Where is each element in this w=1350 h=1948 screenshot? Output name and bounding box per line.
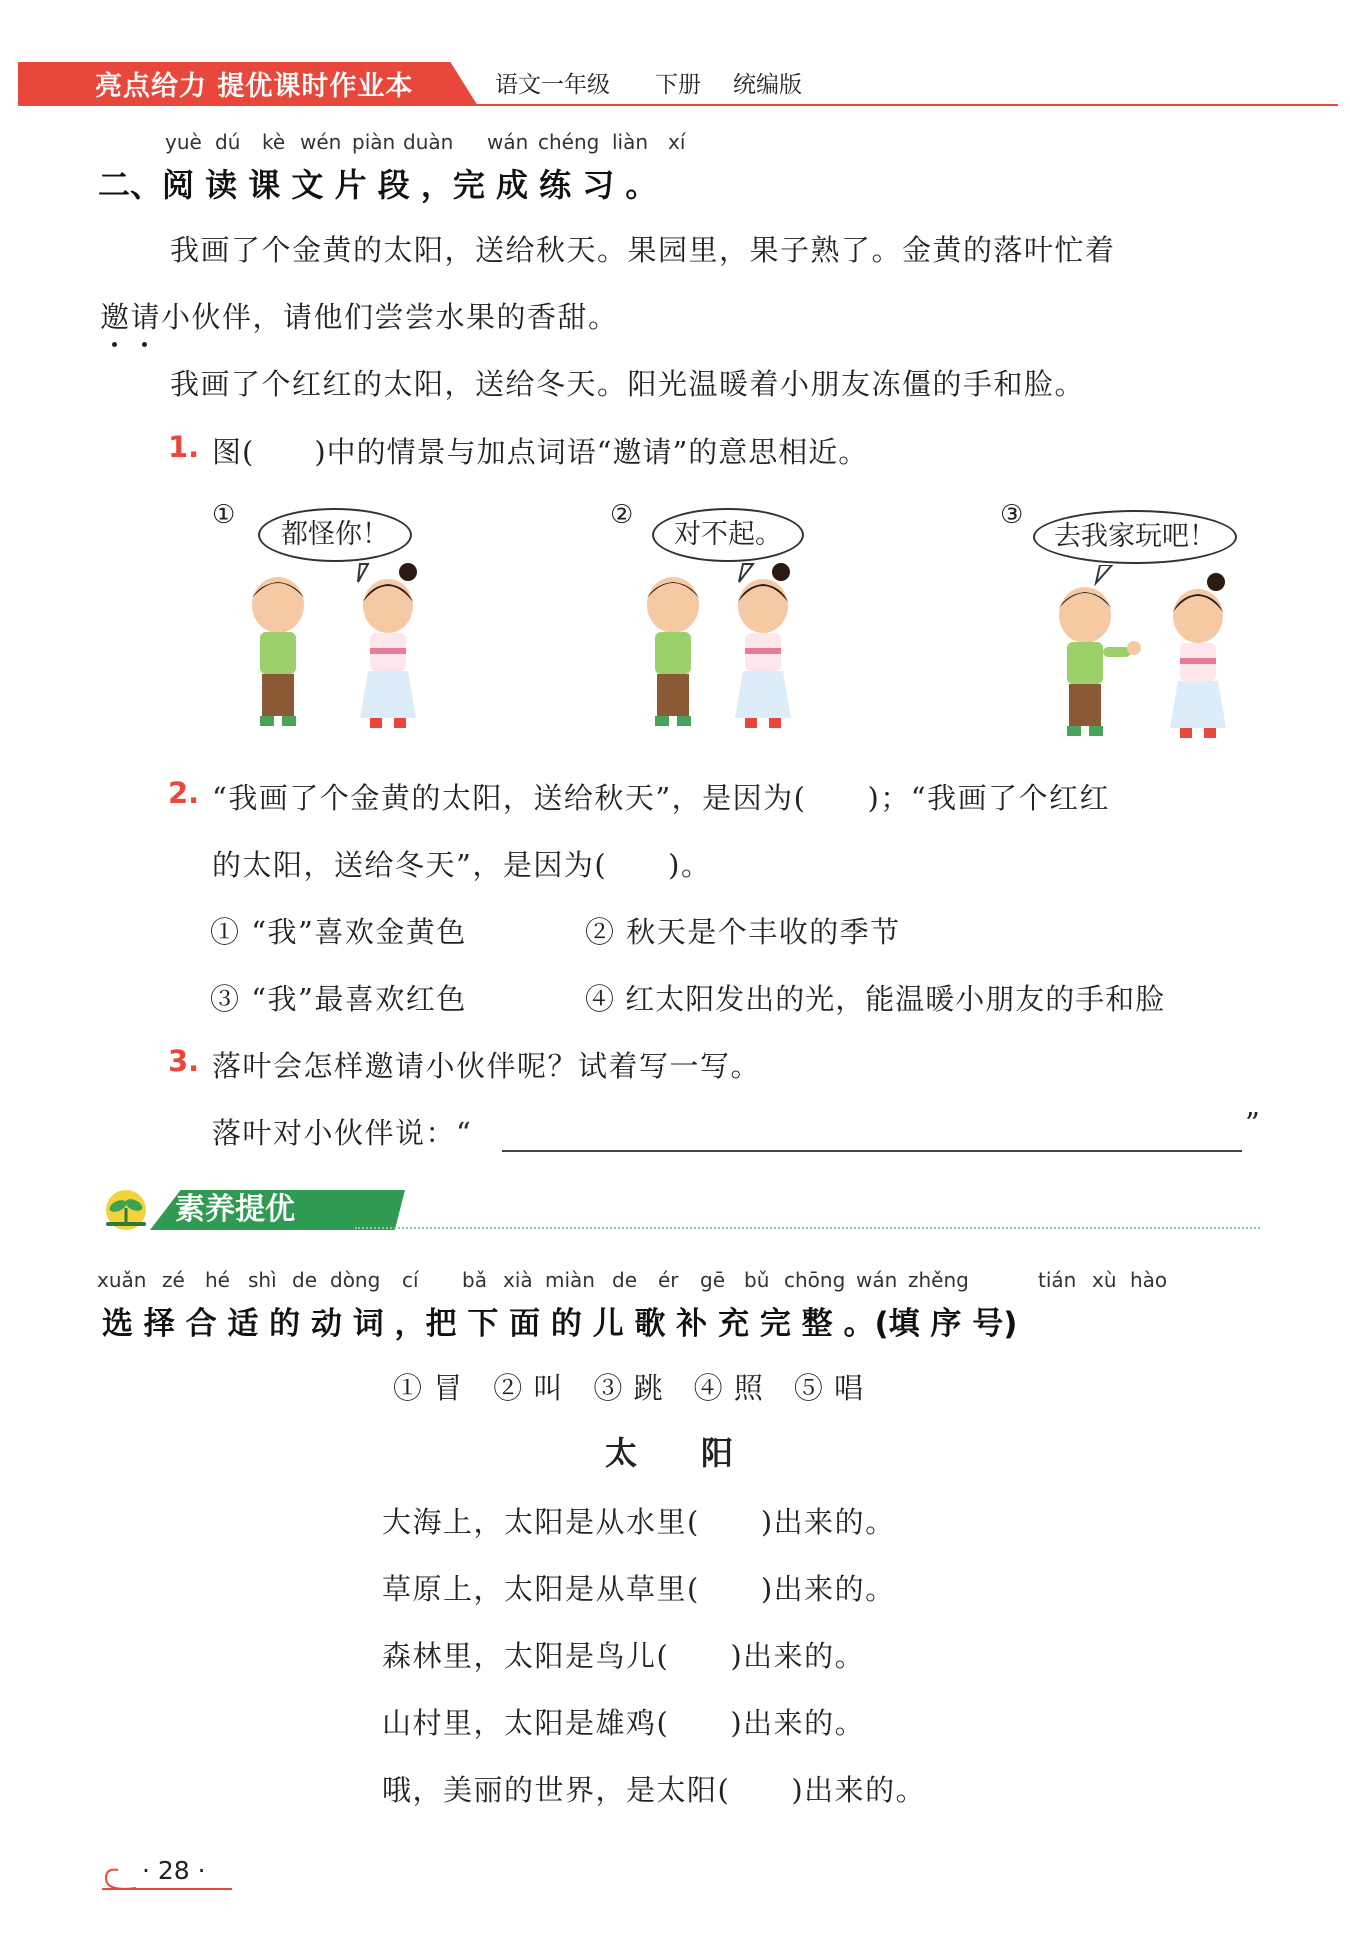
pinyin-hao: hào (1130, 1268, 1168, 1292)
picture-3-kids-illustration (1040, 565, 1250, 755)
book-brand: 亮点给力 提优课时作业本 (95, 71, 414, 102)
pinyin-ci: cí (402, 1268, 419, 1292)
verb-choices: ① 冒 ② 叫 ③ 跳 ④ 照 ⑤ 唱 (393, 1371, 865, 1405)
picture-2-bubble: 对不起。 (652, 508, 804, 562)
pinyin-wen: wén (300, 130, 342, 154)
question-3-text: 落叶会怎样邀请小伙伴呢？试着写一写。 (212, 1049, 762, 1083)
pinyin-cheng: chéng (538, 130, 600, 154)
answer-prompt: 落叶对小伙伴说：“ (212, 1116, 473, 1150)
passage-line-2: 邀请 小伙伴，请他们尝尝水果的香甜。 (100, 295, 619, 336)
poem-line-5: 哦，美丽的世界，是太阳( )出来的。 (382, 1773, 927, 1807)
picture-2-number: ② (610, 500, 634, 530)
page-number: · 28 · (142, 1856, 206, 1885)
pinyin-ge: gē (700, 1268, 725, 1292)
pinyin-bu: bǔ (744, 1268, 770, 1292)
question-2-number: 2. (168, 776, 200, 810)
pinyin-xia: xià (503, 1268, 533, 1292)
header-subject: 语文一年级 (495, 72, 610, 98)
answer-line[interactable] (502, 1150, 1242, 1152)
poem-title: 太 阳 (605, 1434, 734, 1472)
picture-1-bubble: 都怪你！ (258, 508, 412, 562)
header-volume: 下册 (655, 72, 701, 98)
passage-line-3: 我画了个红红的太阳，送给冬天。阳光温暖着小朋友冻僵的手和脸。 (170, 367, 1086, 401)
pinyin-yue: yuè (165, 130, 202, 154)
pinyin-chong: chōng (784, 1268, 846, 1292)
passage-line-1: 我画了个金黄的太阳，送给秋天。果园里，果子熟了。金黄的落叶忙着 (170, 233, 1116, 267)
pinyin-dong: dòng (330, 1268, 381, 1292)
pinyin-duan: duàn (403, 130, 454, 154)
pinyin-de-2: de (612, 1268, 637, 1292)
section-title-song: 选 择 合 适 的 动 词 ，把 下 面 的 儿 歌 补 充 完 整 。(填 序 号) (102, 1306, 1018, 1342)
question-1-number: 1. (168, 430, 200, 464)
question-1-text: 图( )中的情景与加点词语“邀请”的意思相近。 (212, 435, 869, 469)
pinyin-er: ér (658, 1268, 679, 1292)
poem-line-2: 草原上，太阳是从草里( )出来的。 (382, 1572, 896, 1606)
emphasized-word: 邀请 (100, 300, 161, 334)
pinyin-ba: bǎ (462, 1268, 487, 1292)
section-title-reading: 二、阅 读 课 文 片 段 ，完 成 练 习 。 (98, 166, 658, 204)
question-2-line-1: “我画了个金黄的太阳，送给秋天”，是因为( )；“我画了个红红 (212, 781, 1111, 815)
pinyin-du: dú (215, 130, 241, 154)
poem-line-3: 森林里，太阳是鸟儿( )出来的。 (382, 1639, 866, 1673)
poem-line-1: 大海上，太阳是从水里( )出来的。 (382, 1505, 896, 1539)
pinyin-shi: shì (248, 1268, 277, 1292)
pinyin-xu: xù (1092, 1268, 1117, 1292)
option-4: ④ 红太阳发出的光，能温暖小朋友的手和脸 (585, 982, 1166, 1016)
sprout-icon (100, 1188, 160, 1232)
picture-3-bubble: 去我家玩吧！ (1033, 510, 1237, 564)
pinyin-xi: xí (668, 130, 686, 154)
option-3: ③ “我”最喜欢红色 (210, 982, 467, 1016)
question-2-line-2: 的太阳，送给冬天”，是因为( )。 (212, 848, 712, 882)
header-edition: 统编版 (733, 72, 802, 98)
header-divider (18, 104, 1338, 106)
pinyin-de: de (292, 1268, 317, 1292)
poem-line-4: 山村里，太阳是雄鸡( )出来的。 (382, 1706, 866, 1740)
picture-1-number: ① (212, 500, 236, 530)
picture-2-kids-illustration (635, 560, 835, 750)
pinyin-tian: tián (1038, 1268, 1077, 1292)
picture-1-kids-illustration (230, 560, 450, 750)
pinyin-mian: miàn (545, 1268, 595, 1292)
pinyin-xuan: xuǎn (97, 1268, 147, 1292)
pinyin-ze: zé (162, 1268, 185, 1292)
option-2: ② 秋天是个丰收的季节 (585, 915, 901, 949)
pinyin-ke: kè (262, 130, 286, 154)
pinyin-zheng: zhěng (908, 1268, 969, 1292)
option-1: ① “我”喜欢金黄色 (210, 915, 467, 949)
footer-underline (102, 1888, 232, 1890)
pinyin-wan: wán (487, 130, 529, 154)
pinyin-lian: liàn (612, 130, 649, 154)
picture-3-number: ③ (1000, 500, 1024, 530)
pinyin-he: hé (205, 1268, 230, 1292)
answer-close-quote: ” (1245, 1106, 1260, 1140)
question-3-number: 3. (168, 1044, 200, 1078)
pinyin-wan-2: wán (856, 1268, 898, 1292)
section-banner-label: 素养提优 (175, 1192, 295, 1227)
section-dotted-divider (355, 1227, 1260, 1229)
pinyin-pian: piàn (352, 130, 396, 154)
